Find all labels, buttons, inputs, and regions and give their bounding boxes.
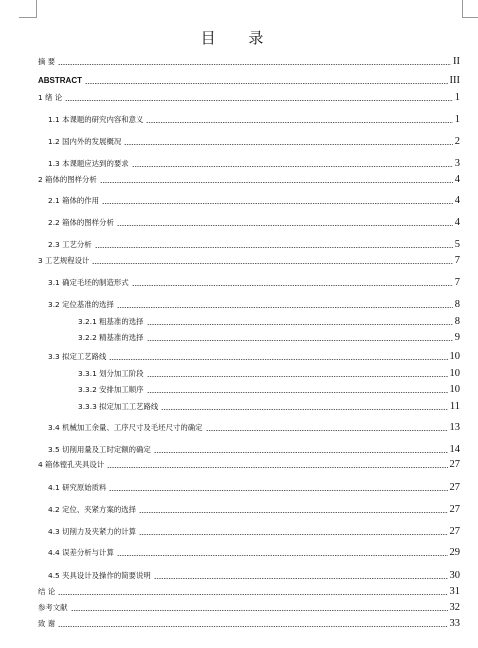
toc-entry-page: III [449, 75, 460, 86]
toc-entry[interactable] [48, 298, 460, 310]
toc-dot-leader [124, 144, 453, 145]
toc-entry-title: 3.4 机械加工余量、工序尺寸及毛坯尺寸的确定 [48, 423, 203, 432]
toc-dot-leader [161, 409, 448, 410]
toc-entry-page: 4 [454, 174, 460, 185]
toc-entry[interactable] [38, 173, 460, 185]
toc-entry-title: 致 谢 [38, 619, 56, 628]
toc-entry[interactable] [48, 276, 460, 288]
toc-dot-leader [147, 324, 453, 325]
toc-dot-leader [109, 490, 447, 491]
toc-dot-leader [147, 392, 448, 393]
toc-entry-title: 3 工艺规程设计 [38, 256, 90, 265]
toc-entry[interactable] [38, 55, 460, 67]
toc-entry[interactable] [78, 383, 460, 395]
toc-entry-title: 结 论 [38, 587, 56, 596]
toc-entry-page: II [453, 56, 460, 67]
toc-entry[interactable] [38, 91, 460, 103]
toc-entry[interactable] [48, 503, 460, 515]
toc-dot-leader [85, 83, 448, 84]
toc-dot-leader [132, 166, 453, 167]
toc-dot-leader [107, 467, 447, 468]
toc-entry-page: 8 [454, 299, 460, 310]
toc-entry-page: 4 [454, 195, 460, 206]
toc-dot-leader [92, 263, 452, 264]
toc-entry[interactable] [38, 254, 460, 266]
toc-entry-title: 4.3 切削力及夹紧力的计算 [48, 527, 137, 536]
toc-entry-page: 29 [449, 547, 460, 558]
toc-entry-title: 4 箱体镗孔夹具设计 [38, 460, 105, 469]
toc-dot-leader [139, 512, 447, 513]
toc-dot-leader [139, 534, 447, 535]
toc-entry-page: 2 [454, 136, 460, 147]
toc-dot-leader [146, 122, 452, 123]
toc-entry[interactable] [38, 617, 460, 629]
toc-entry[interactable] [48, 350, 460, 362]
toc-dot-leader [206, 430, 448, 431]
toc-entry[interactable] [38, 601, 460, 613]
toc-entry[interactable] [48, 443, 460, 455]
toc-entry[interactable] [48, 157, 460, 169]
toc-entry-title: 3.2.1 粗基准的选择 [78, 317, 144, 326]
toc-entry-page: 27 [449, 526, 460, 537]
toc-entry-page: 30 [449, 570, 460, 581]
toc-dot-leader [58, 64, 451, 65]
toc-entry-title: 3.1 确定毛坯的制造形式 [48, 278, 129, 287]
toc-entry-page: 8 [454, 316, 460, 327]
toc-entry-page: 33 [449, 618, 460, 629]
toc-dot-leader [95, 247, 453, 248]
page-title: 目 录 [200, 29, 278, 47]
toc-entry-title: 1 绪 论 [38, 93, 63, 102]
toc-dot-leader [132, 285, 453, 286]
toc-dot-leader [147, 376, 448, 377]
toc-entry[interactable] [38, 458, 460, 470]
toc-entry[interactable] [48, 569, 460, 581]
toc-entry-title: 3.3.3 拟定加工工艺路线 [78, 402, 159, 411]
toc-entry[interactable] [48, 525, 460, 537]
toc-dot-leader [147, 340, 453, 341]
toc-entry-title: 4.5 夹具设计及操作的简要说明 [48, 571, 151, 580]
toc-entry-title: 3.3.2 安排加工顺序 [78, 385, 144, 394]
toc-dot-leader [154, 578, 448, 579]
toc-dot-leader [109, 359, 447, 360]
toc-entry-page: 7 [454, 277, 460, 288]
toc-entry-title: 3.2 定位基准的选择 [48, 300, 114, 309]
toc-entry-title: 4.2 定位、夹紧方案的选择 [48, 505, 137, 514]
toc-entry-page: 10 [449, 368, 460, 379]
toc-entry-title: 3.3 拟定工艺路线 [48, 352, 107, 361]
toc-entry-title: 摘 要 [38, 57, 56, 66]
toc-entry-title: 3.5 切削用量及工时定额的确定 [48, 445, 151, 454]
toc-entry-title: 2.1 箱体的作用 [48, 196, 100, 205]
toc-entry-page: 27 [449, 459, 460, 470]
toc-entry-page: 32 [449, 602, 460, 613]
toc-entry[interactable] [48, 194, 460, 206]
toc-entry-page: 5 [454, 239, 460, 250]
toc-entry[interactable] [48, 135, 460, 147]
toc-entry-page: 27 [449, 482, 460, 493]
toc-dot-leader [58, 626, 447, 627]
toc-entry[interactable] [48, 546, 460, 558]
toc-entry[interactable] [48, 113, 460, 125]
toc-entry[interactable] [38, 74, 460, 86]
toc-entry-title: ABSTRACT [38, 76, 82, 85]
toc-dot-leader [100, 182, 453, 183]
toc-entry-page: 10 [449, 384, 460, 395]
toc-entry[interactable] [78, 367, 460, 379]
toc-entry[interactable] [48, 421, 460, 433]
toc-dot-leader [71, 610, 448, 611]
toc-dot-leader [58, 594, 447, 595]
toc-entry-title: 1.2 国内外的发展概况 [48, 137, 122, 146]
toc-entry-title: 1.1 本课题的研究内容和意义 [48, 115, 144, 124]
toc-dot-leader [117, 225, 453, 226]
toc-entry-title: 4.1 研究原始质料 [48, 483, 107, 492]
toc-entry-page: 7 [454, 255, 460, 266]
toc-entry[interactable] [78, 331, 460, 343]
toc-entry-title: 2 箱体的图样分析 [38, 175, 97, 184]
toc-entry-page: 27 [449, 504, 460, 515]
toc-dot-leader [117, 555, 448, 556]
toc-entry-title: 3.3.1 划分加工阶段 [78, 369, 144, 378]
toc-entry-page: 14 [449, 444, 460, 455]
toc-entry-page: 10 [449, 351, 460, 362]
toc-entry[interactable] [78, 315, 460, 327]
toc-entry-page: 1 [454, 114, 460, 125]
toc-entry-page: 13 [449, 422, 460, 433]
toc-dot-leader [102, 203, 453, 204]
toc-entry[interactable] [48, 238, 460, 250]
toc-entry-page: 3 [454, 158, 460, 169]
toc-entry[interactable] [38, 585, 460, 597]
toc-entry-page: 31 [449, 586, 460, 597]
toc-entry[interactable] [48, 481, 460, 493]
toc-entry-title: 1.3 本课题应达到的要求 [48, 159, 129, 168]
toc-entry-title: 3.2.2 精基准的选择 [78, 333, 144, 342]
toc-dot-leader [117, 307, 453, 308]
toc-entry[interactable] [78, 400, 460, 412]
toc-entry-title: 2.2 箱体的图样分析 [48, 218, 114, 227]
toc-entry-title: 4.4 误差分析与计算 [48, 548, 114, 557]
toc-entry-page: 1 [454, 92, 460, 103]
toc-dot-leader [154, 452, 448, 453]
toc-entry[interactable] [48, 216, 460, 228]
toc-entry-title: 参考文献 [38, 603, 68, 612]
toc-entry-page: 11 [449, 401, 460, 412]
toc-entry-title: 2.3 工艺分析 [48, 240, 92, 249]
toc-entry-page: 4 [454, 217, 460, 228]
toc-dot-leader [65, 100, 453, 101]
toc-entry-page: 9 [454, 332, 460, 343]
